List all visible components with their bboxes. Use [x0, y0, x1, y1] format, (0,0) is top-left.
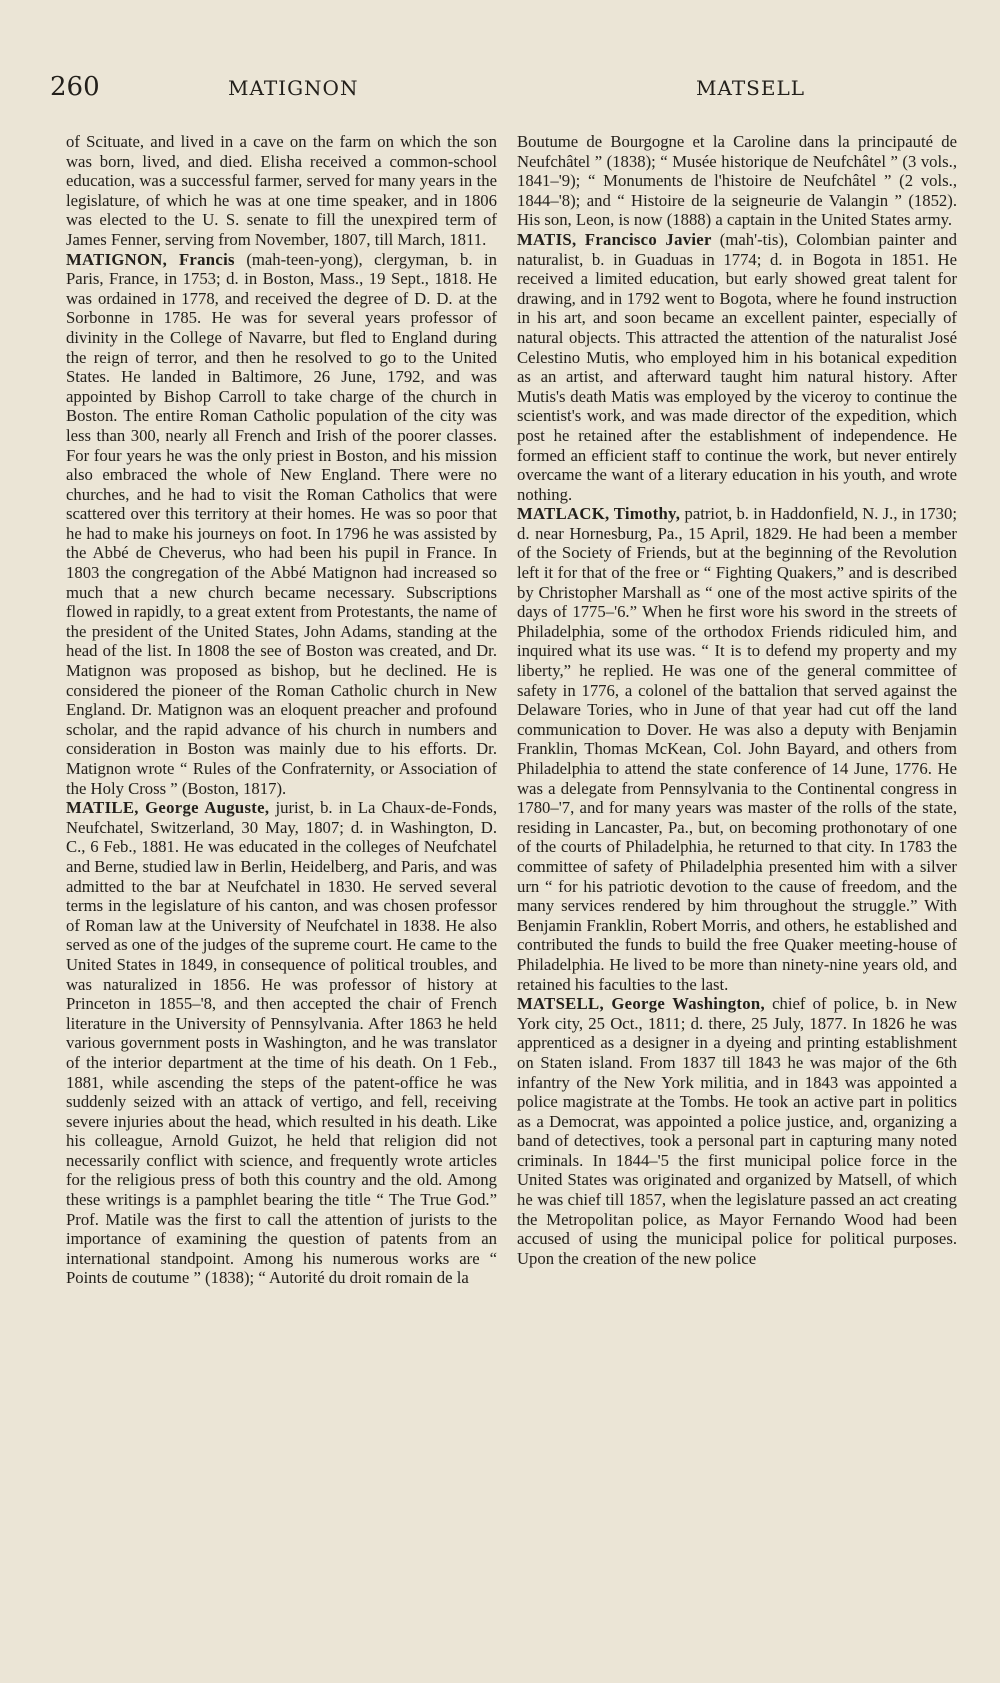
headword: MATILE, George Auguste, — [66, 798, 270, 818]
entry-matlack — [517, 504, 957, 994]
entry-text: jurist, b. in La Chaux-de-Fonds, Neufchatel, Switzerland, 30 May, 1807; d. in Washington, D. C., 6 Feb., 1881. He was educated in the colleges of Neufchatel and Berne, studied law in Berlin, Heidelberg, and Paris, and was admitted to the bar at Neufchatel in 1830. He served several terms in the legislature of his canton, and was chosen professor of Roman law at the University of Neufchatel in 1838. He also served as one of the judges of the supreme court. He came to the United States in 1849, in consequence of political troubles, and was naturalized in 1856. He was professor of history at Princeton in 1855–'8, and then accepted the chair of French literature in the University of Pennsylvania. After 1863 he held various government posts in Washington, and he was translator of the interior department at the time of his death. On 1 Feb., 1881, while ascending the steps of the patent-office he was suddenly seized with an attack of vertigo, and fell, receiving severe injuries about the head, which resulted in his death. Like his colleague, Arnold Guizot, he held that religion did not necessarily conflict with science, and frequently wrote articles for the religious press of both this country and the old. Among these writings is a pamphlet bearing the title “ The True God.” Prof. Matile was the first to call the attention of jurists to the importance of examining the question of patents from an international standpoint. Among his numerous works are “ Points de coutume ” (1838); “ Autorité du droit romain de la — [66, 798, 497, 1288]
running-head-right: MATSELL — [696, 76, 806, 100]
page-header — [0, 72, 1000, 112]
page-number: 260 — [50, 72, 100, 102]
headword: MATIS, Francisco Javier — [517, 229, 712, 249]
left-column — [66, 132, 497, 1652]
entry-matsell — [517, 994, 957, 1268]
entry-text: chief of police, b. in New York city, 25 Oct., 1811; d. there, 25 July, 1877. In 1826 he was apprenticed as a designer in a dyeing and printing establishment on Staten island. From 1837 till 1843 he was major of the 6th infantry of the New York militia, and in 1843 was appointed a police magistrate at the Tombs. He took an active part in politics as a Democrat, was appointed a police justice, and, organizing a band of detectives, took a personal part in capturing many noted criminals. In 1844–'5 the first municipal police force in the United States was originated and organized by Matsell, of which he was chief till 1857, when the legislature passed an act creating the Metropolitan police, as Mayor Fernando Wood had been accused of using the municipal police for political purposes. Upon the creation of the new police — [517, 994, 957, 1268]
continuation-text: Boutume de Bourgogne et la Caroline dans la principauté de Neufchâtel ” (1838); “ Musée historique de Neufchâtel ” (3 vols., 1841–'9); “ Monuments de l'histoire de Neufchâtel ” (2 vols., 1844–'8); and “ Histoire de la seigneurie de Valangin ” (1852). His son, Leon, is now (1888) a captain in the United States army. — [517, 132, 957, 230]
entry-text: patriot, b. in Haddonfield, N. J., in 1730; d. near Hornesburg, Pa., 15 April, 1829. He had been a member of the Society of Friends, but at the beginning of the Revolution left it for that of the free or “ Fighting Quakers,” and is described by Christopher Marshall as “ one of the most active spirits of the days of 1775–'6.” When he first wore his sword in the streets of Philadelphia, some of the orthodox Friends ridiculed him, and inquired what its use was. “ It is to defend my property and my liberty,” he replied. He was one of the general committee of safety in 1776, a colonel of the battalion that served against the Delaware Tories, who in June of that year had cut off the land communication to Dover. He was also a deputy with Benjamin Franklin, Thomas McKean, Col. John Bayard, and others from Philadelphia to attend the state conference of 14 June, 1776. He was a delegate from Pennsylvania to the Continental congress in 1780–'7, and for many years was master of the rolls of the state, residing in Lancaster, Pa., but, on becoming prothonotary of one of the courts of Philadelphia, he returned to that city. In 1783 the committee of safety of Philadelphia presented him with a silver urn “ for his patriotic devotion to the cause of freedom, and the many services rendered by him throughout the struggle.” With Benjamin Franklin, Robert Morris, and others, he established and contributed the funds to build the free Quaker meeting-house of Philadelphia. He lived to be more than ninety-nine years old, and retained his faculties to the last. — [517, 504, 957, 994]
entry-text: (mah'-tis), Colombian painter and naturalist, b. in Guaduas in 1774; d. in Bogota in 1851. He received a limited education, but early showed great talent for drawing, and in 1792 went to Bogota, where he found instruction in his art, and soon became an excellent painter, especially of natural objects. This attracted the attention of the naturalist José Celestino Mutis, who employed him in his botanical expedition as an artist, and afterward taught him natural history. After Mutis's death Matis was employed by the viceroy to continue the scientist's work, and was made director of the expedition, which post he retained after the establishment of independence. He formed an efficient staff to continue the work, but never entirely overcame the want of a literary education in his youth, and wrote nothing. — [517, 229, 957, 504]
headword: MATSELL, George Washington, — [517, 994, 765, 1014]
entry-matile — [66, 798, 497, 1288]
running-head-left: MATIGNON — [228, 76, 359, 100]
right-column — [517, 132, 957, 1652]
entry-text: (mah-teen-yong), clergyman, b. in Paris, France, in 1753; d. in Boston, Mass., 19 Sept., 1818. He was ordained in 1778, and received the degree of D. D. at the Sorbonne in 1785. He was for several years professor of divinity in the College of Navarre, but fled to England during the reign of terror, and then he resolved to go to the United States. He landed in Baltimore, 26 June, 1792, and was appointed by Bishop Carroll to take charge of the church in Boston. The entire Roman Catholic population of the city was less than 300, nearly all French and Irish of the poorer classes. For four years he was the only priest in Boston, and his mission also embraced the whole of New England. There were no churches, and he had to visit the Roman Catholics that were scattered over this territory at their homes. He was so poor that he had to make his journeys on foot. In 1796 he was assisted by the Abbé de Cheverus, who had been his pupil in France. In 1803 the congregation of the Abbé Matignon had increased so much that a new church became necessary. Subscriptions flowed in rapidly, to a great extent from Protestants, the name of the president of the United States, John Adams, standing at the head of the list. In 1808 the see of Boston was created, and Dr. Matignon was proposed as bishop, but he declined. He is considered the pioneer of the Roman Catholic church in New England. Dr. Matignon was an eloquent preacher and profound scholar, and the rapid advance of his church in numbers and consideration in Boston was mainly due to his efforts. Dr. Matignon wrote “ Rules of the Confraternity, or Association of the Holy Cross ” (Boston, 1817). — [66, 249, 497, 798]
headword: MATLACK, Timothy, — [517, 504, 681, 524]
continuation-text: of Scituate, and lived in a cave on the farm on which the son was born, lived, and died. Elisha received a common-school education, was a successful farmer, served for many years in the legislature, of which he was at one time speaker, and in 1806 was elected to the U. S. senate to fill the unexpired term of James Fenner, serving from November, 1807, till March, 1811. — [66, 132, 497, 249]
entry-matis — [517, 230, 957, 504]
headword: MATIGNON, Francis — [66, 249, 235, 269]
entry-matignon — [66, 250, 497, 799]
